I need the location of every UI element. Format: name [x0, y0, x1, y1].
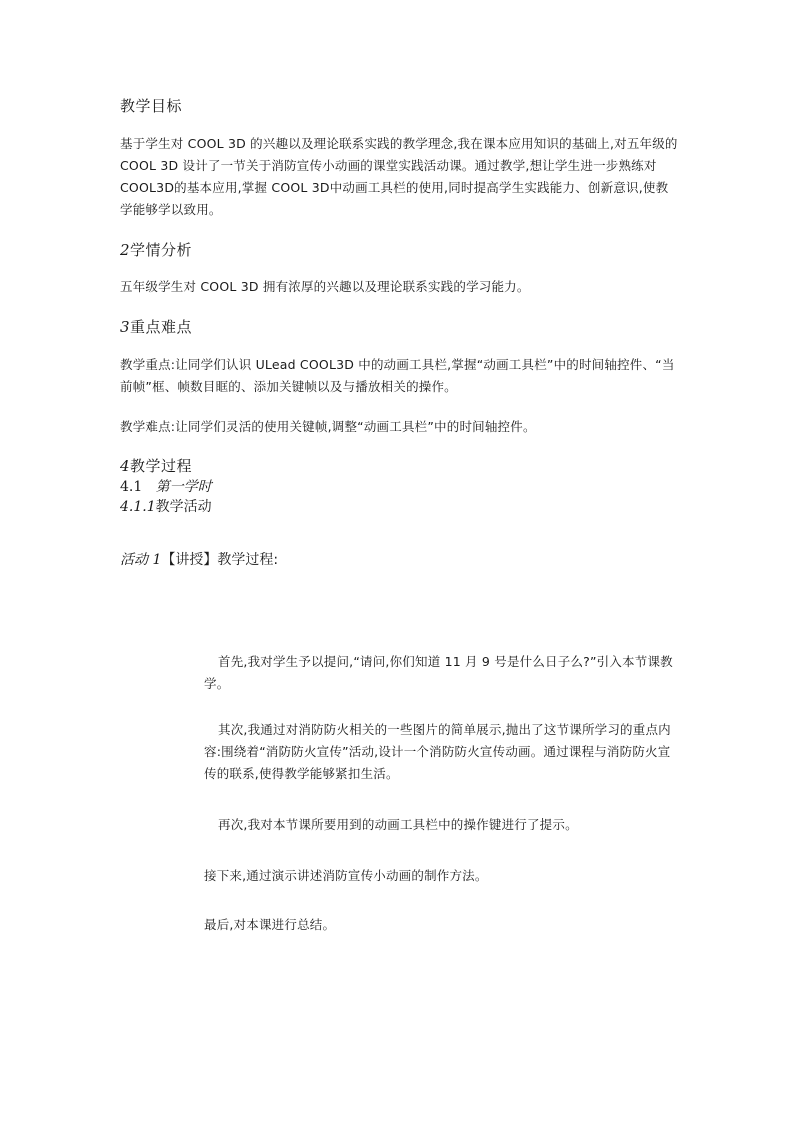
activity-1-prefix: 活动 1	[120, 552, 162, 568]
section-2-title: 学情分析	[130, 241, 193, 259]
process-step-5: 最后,对本课进行总结。	[204, 917, 336, 932]
subsection-4-1	[120, 477, 680, 497]
process-step-2: 其次,我通过对消防防火相关的一些图片的简单展示,抛出了这节课所学习的重点内容:围绕着“消防防火宣传”活动,设计一个消防防火宣传动画。通过课程与消防防火宣传的联系,使得教学能够紧扣生活。	[204, 722, 671, 781]
teaching-focus: 教学重点:让同学们认识 ULead COOL3D 中的动画工具栏,掌握“动画工具栏”中的时间轴控件、“当前帧”框、帧数目眶的、添加关键帧以及与播放相关的操作。	[120, 357, 675, 394]
teaching-difficulty: 教学难点:让同学们灵活的使用关键帧,调整“动画工具栏”中的时间轴控件。	[120, 419, 536, 434]
activity-1-title: 【讲授】教学过程:	[161, 552, 279, 568]
process-step-4: 接下来,通过演示讲述消防宣传小动画的制作方法。	[204, 868, 488, 883]
section-3-title: 重点难点	[130, 318, 193, 336]
section-2-body: 五年级学生对 COOL 3D 拥有浓厚的兴趣以及理论联系实践的学习能力。	[120, 279, 530, 294]
section-3-heading	[120, 317, 680, 337]
section-4-heading	[120, 456, 680, 476]
section-3-number: 3	[120, 318, 131, 336]
subsection-4-1-title: 第一学时	[155, 479, 212, 495]
process-step-3: 再次,我对本节课所要用到的动画工具栏中的操作键进行了提示。	[218, 817, 578, 832]
section-1-body: 基于学生对 COOL 3D 的兴趣以及理论联系实践的教学理念,我在课本应用知识的基础上,对五年级的 COOL 3D 设计了一节关于消防宣传小动画的课堂实践活动课。通过教学,想让学生进一步熟练对 COOL3D的基本应用,掌握 COOL 3D中动画工具栏的使用,同时提高学生实践能力、创新意识,使教学能够学以致用。	[120, 136, 678, 217]
subsection-4-1-number: 4.1	[120, 479, 143, 495]
section-4-number: 4	[120, 457, 131, 475]
section-4-title: 教学过程	[130, 457, 193, 475]
process-step-1: 首先,我对学生予以提问,“请问,你们知道 11 月 9 号是什么日子么?”引入本节课教学。	[204, 654, 673, 691]
subsection-4-1-1-number: 4.1.1	[120, 499, 156, 515]
subsection-4-1-1-title: 教学活动	[155, 499, 212, 515]
section-1-title: 教学目标	[120, 97, 183, 115]
subsection-4-1-1	[120, 497, 680, 517]
section-1-heading	[120, 96, 680, 116]
activity-1-heading	[120, 550, 680, 570]
section-2-number: 2	[120, 241, 131, 259]
section-2-heading	[120, 240, 680, 260]
